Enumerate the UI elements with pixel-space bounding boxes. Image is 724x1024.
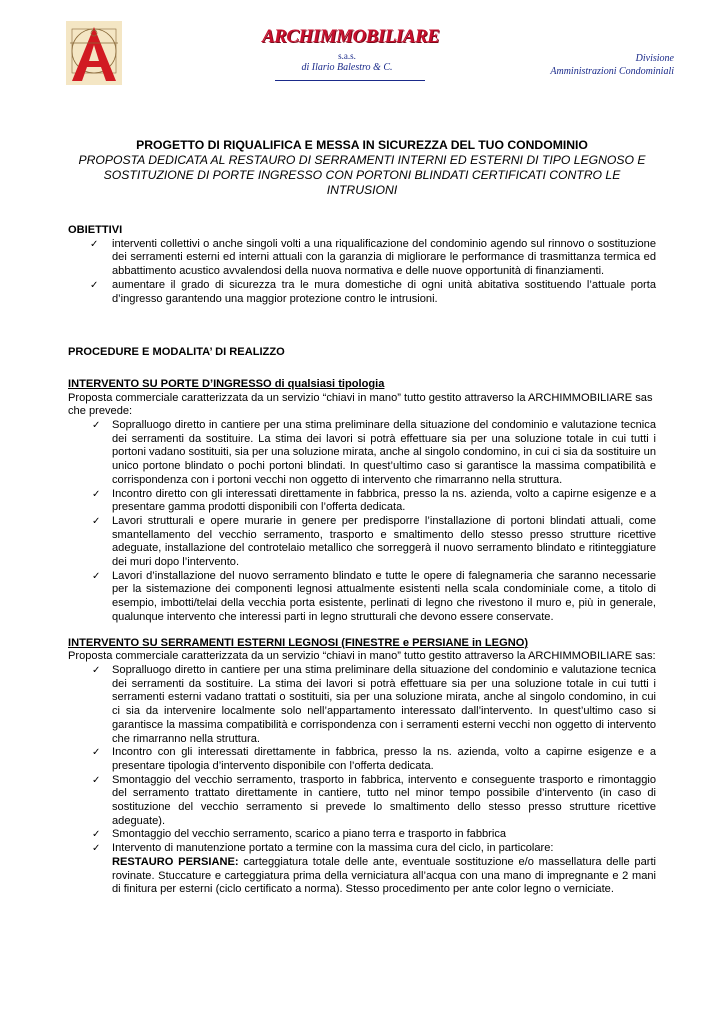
checkmark-icon: ✓: [92, 515, 101, 527]
section-heading-doors: INTERVENTO SU PORTE D’INGRESSO di qualsiasi tipologia: [68, 377, 385, 390]
checkmark-icon: ✓: [92, 664, 101, 676]
list-item: ✓ interventi collettivi o anche singoli volti a una riqualificazione del condominio agendo sul rinnovo o sostituzione dei serramenti esterni ed interni attuali con la garanzia di migliorare le performance di trasmittanza termica ed abbattimento acustico avvalendosi della nuova normativa e delle nuove opportunità di finanziamenti.: [90, 237, 656, 278]
company-logo: [66, 21, 122, 85]
checkmark-icon: ✓: [92, 747, 101, 759]
windows-list: [68, 664, 656, 897]
checkmark-icon: ✓: [92, 829, 101, 841]
division-name: Amministrazioni Condominiali: [550, 66, 674, 77]
document-subtitle: PROPOSTA DEDICATA AL RESTAURO DI SERRAMENTI INTERNI ED ESTERNI DI TIPO LEGNOSO E SOSTITUZIONE DI PORTE INGRESSO CON PORTONI BLINDATI CERTIFICATI CONTRO LE INTRUSIONI: [78, 153, 646, 197]
brand-block: [262, 26, 440, 73]
checkmark-icon: ✓: [92, 843, 101, 855]
brand-owner: di Ilario Balestro & C.: [301, 62, 393, 73]
checkmark-icon: ✓: [90, 238, 99, 250]
section-intro-doors: Proposta commerciale caratterizzata da un servizio “chiavi in mano” tutto gestito attraverso la ARCHIMMOBILIARE sas che prevede:: [68, 391, 653, 418]
list-item: ✓ Incontro diretto con gli interessati direttamente in fabbrica, presso la ns. azienda, volto a capirne esigenze e a presentare gamma prodotti disponibili con l’offerta dedicata.: [92, 487, 656, 514]
list-item: ✓ Sopralluogo diretto in cantiere per una stima preliminare della situazione del condominio e valutazione tecnica dei serramenti da sostituire. La stima dei lavori si potrà effettuare sia per una soluzione totale in cui tutti i portoni vadano sostituiti, sia per una soluzione mirata, anche al singolo condomino, in cui ci sia da sostituire un unico portone blindato o pochi portoni blindati. In quest’ultimo caso si garantisce la massima compatibilità e corrispondenza con i portoni vecchi non oggetto di intervento che rimarranno nella struttura.: [92, 419, 656, 486]
list-item: ✓ Incontro con gli interessati direttamente in fabbrica, presso la ns. azienda, volto a capirne esigenze e a presentare tipologia d’intervento disponibile con l’offerta dedicata.: [92, 746, 656, 772]
list-item: ✓ Smontaggio del vecchio serramento, scarico a piano terra e trasporto in fabbrica: [92, 828, 507, 841]
list-item: ✓ aumentare il grado di sicurezza tra le mura domestiche di ogni unità abitativa sostituendo l’attuale porta d’ingresso garantendo una maggior protezione contro le intrusioni.: [90, 278, 656, 305]
restauro-label: RESTAURO PERSIANE:: [112, 855, 239, 868]
section-intro-windows: Proposta commerciale caratterizzata da un servizio “chiavi in mano” tutto gestito attraverso la ARCHIMMOBILIARE sas:: [68, 650, 656, 663]
list-item: ✓ Smontaggio del vecchio serramento, trasporto in fabbrica, intervento e conseguente trasporto e rimontaggio del serramento trattato direttamente in cantiere, tutto nel minor tempo possibile d’intervento (in caso di sostituzione del vecchio serramento si prevede lo smaltimento dello stesso presso strutture ricettive adeguate).: [92, 773, 656, 827]
objectives-list: [68, 238, 656, 307]
procedures-heading: PROCEDURE E MODALITA’ DI REALIZZO: [68, 346, 285, 359]
brand-legal-form: s.a.s.: [338, 51, 356, 61]
document-body: [68, 138, 656, 897]
restauro-text: carteggiatura totale delle ante, eventuale sostituzione e/o massellatura delle parti rovinate. Stuccature e carteggiatura prima della verniciatura all’acqua con una mano di impregnante e 2 mani di finitura per esterni (ciclo certificato a norma). Stesso procedimento per ante color legno o verniciate.: [112, 855, 656, 896]
brand-name: ARCHIMMOBILIARE: [262, 26, 440, 47]
objectives-heading: OBIETTIVI: [68, 224, 123, 236]
division-block: [550, 52, 674, 78]
checkmark-icon: ✓: [92, 570, 101, 582]
logo-emblem-icon: [66, 21, 122, 85]
checkmark-icon: ✓: [92, 420, 101, 432]
list-item: ✓ Lavori d’installazione del nuovo serramento blindato e tutte le opere di falegnameria che saranno necessarie per la sistemazione dei componenti legnosi attualmente esistenti nella scala condominiale come, a titolo di esempio, imbotti/telai della vecchia porta esistente, perlinati di legno che rivestono il muro e, più in generale, qualunque intervento che interessi parti in legno strutturali che devono essere conservate.: [92, 569, 656, 623]
checkmark-icon: ✓: [90, 279, 99, 291]
list-item: ✓ Lavori strutturali e opere murarie in genere per predisporre l’installazione di portoni blindati attuali, come smantellamento del vecchio serramento, trasporto e smaltimento dello stesso presso strutture ricettive adeguate, installazione del controtelaio metallico che sorreggerà il nuovo serramento blindato e ritinteggiature dei muri dopo l’intervento.: [92, 514, 656, 569]
brand-underline: [275, 80, 425, 81]
doors-list: [68, 419, 656, 625]
list-item: ✓ Sopralluogo diretto in cantiere per una stima preliminare della situazione del condominio e valutazione tecnica dei serramenti da sostituire. La stima dei lavori si potrà effettuare sia per una soluzione totale in cui tutti i serramenti esterni vadano trattati o sostituiti, sia per una soluzione mirata, anche al singolo condomino, in cui ci sia da intervenire localmente solo nell’appartamento interessato dall’intervento. In quest’ultimo caso si garantisce la massima compatibilità e corrispondenza con i serramenti esterni vecchi non oggetto di intervento che rimarranno nella struttura.: [92, 663, 656, 745]
division-label: Divisione: [635, 53, 674, 64]
list-item: ✓ Intervento di manutenzione portato a termine con la massima cura del ciclo, in particolare: RESTAURO PERSIANE: carteggiatura totale delle ante, eventuale sostituzione e/o massellatura delle parti rovinate. Stuccature e carteggiatura prima della verniciatura all’acqua con una mano di impregnante e 2 mani di finitura per esterni (ciclo certificato a norma). Stesso procedimento per ante color legno o verniciate.: [92, 842, 656, 896]
checkmark-icon: ✓: [92, 774, 101, 786]
section-heading-windows: INTERVENTO SU SERRAMENTI ESTERNI LEGNOSI (FINESTRE e PERSIANE in LEGNO): [68, 636, 529, 649]
checkmark-icon: ✓: [92, 488, 101, 500]
document-title: PROGETTO DI RIQUALIFICA E MESSA IN SICUREZZA DEL TUO CONDOMINIO: [136, 138, 588, 152]
